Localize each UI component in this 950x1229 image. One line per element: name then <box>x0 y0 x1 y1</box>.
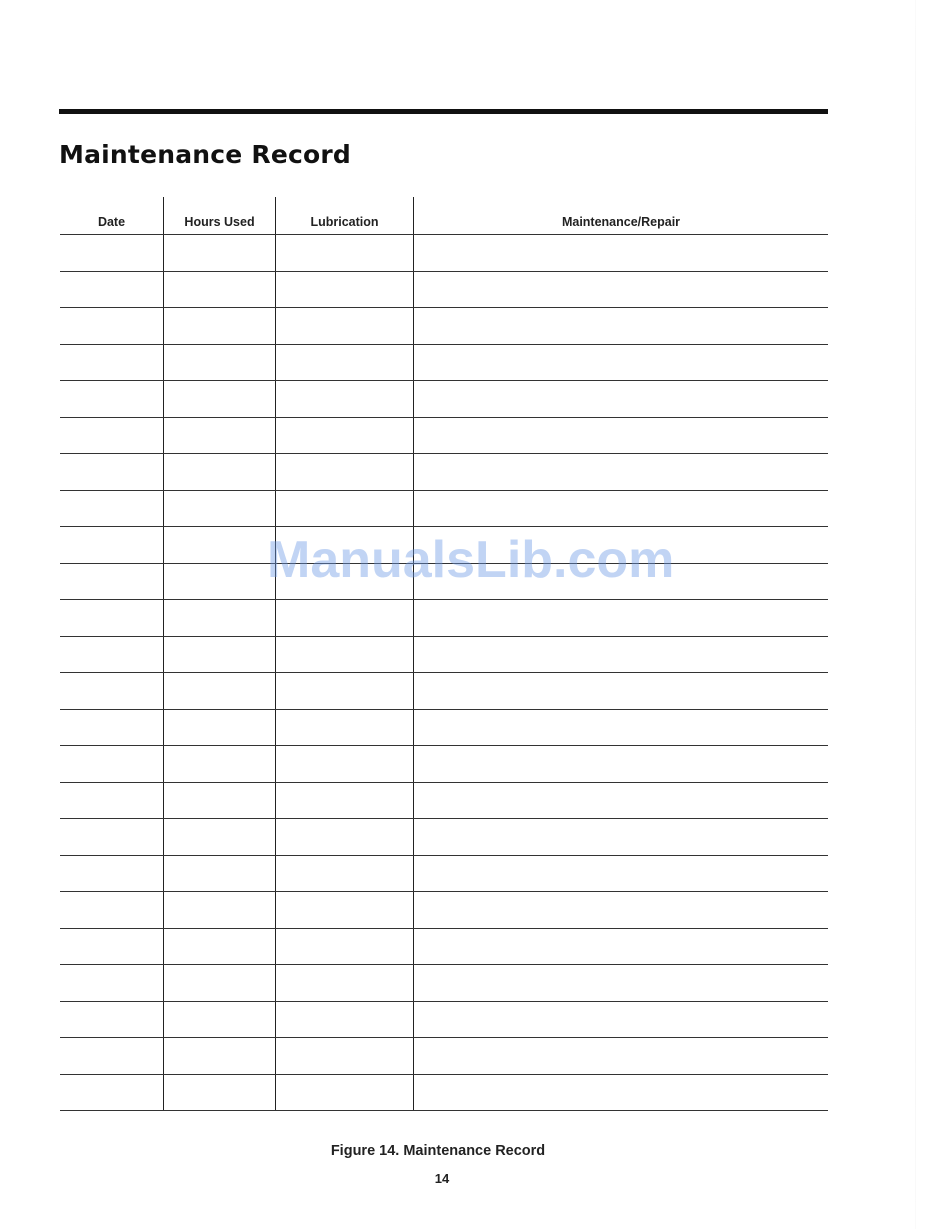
table-cell-maintenance-repair <box>414 891 828 927</box>
table-cell-hours-used <box>164 599 275 635</box>
table-cell-date <box>60 1001 163 1037</box>
table-cell-date <box>60 855 163 891</box>
table-cell-maintenance-repair <box>414 599 828 635</box>
table-cell-hours-used <box>164 417 275 453</box>
table-cell-maintenance-repair <box>414 307 828 343</box>
table-cell-lubrication <box>276 782 413 818</box>
table-cell-date <box>60 271 163 307</box>
table-cell-lubrication <box>276 855 413 891</box>
table-cell-lubrication <box>276 563 413 599</box>
table-cell-maintenance-repair <box>414 964 828 1000</box>
table-cell-maintenance-repair <box>414 636 828 672</box>
table-cell-hours-used <box>164 380 275 416</box>
table-cell-maintenance-repair <box>414 1037 828 1073</box>
table-cell-date <box>60 745 163 781</box>
table-cell-maintenance-repair <box>414 380 828 416</box>
table-row <box>60 745 828 781</box>
table-cell-date <box>60 1074 163 1110</box>
top-rule <box>59 109 828 114</box>
table-cell-lubrication <box>276 672 413 708</box>
table-row <box>60 891 828 927</box>
table-cell-hours-used <box>164 1074 275 1110</box>
table-cell-hours-used <box>164 636 275 672</box>
table-row <box>60 380 828 416</box>
table-cell-lubrication <box>276 344 413 380</box>
table-row <box>60 964 828 1000</box>
table-cell-maintenance-repair <box>414 672 828 708</box>
table-cell-lubrication <box>276 380 413 416</box>
table-cell-maintenance-repair <box>414 271 828 307</box>
table-cell-maintenance-repair <box>414 855 828 891</box>
column-header-hours-used: Hours Used <box>184 215 255 229</box>
table-cell-hours-used <box>164 891 275 927</box>
table-row <box>60 1037 828 1073</box>
table-cell-hours-used <box>164 344 275 380</box>
table-cell-lubrication <box>276 818 413 854</box>
table-cell-hours-used <box>164 563 275 599</box>
table-row <box>60 818 828 854</box>
table-row <box>60 782 828 818</box>
table-row <box>60 563 828 599</box>
table-cell-lubrication <box>276 453 413 489</box>
table-cell-date <box>60 417 163 453</box>
table-cell-date <box>60 636 163 672</box>
table-cell-hours-used <box>164 1037 275 1073</box>
table-cell-lubrication <box>276 709 413 745</box>
column-header-maintenance-repair: Maintenance/Repair <box>561 215 681 229</box>
table-cell-maintenance-repair <box>414 490 828 526</box>
table-cell-maintenance-repair <box>414 526 828 562</box>
table-cell-hours-used <box>164 453 275 489</box>
table-cell-date <box>60 234 163 270</box>
table-cell-hours-used <box>164 964 275 1000</box>
table-cell-date <box>60 344 163 380</box>
table-cell-date <box>60 526 163 562</box>
table-cell-hours-used <box>164 1001 275 1037</box>
table-cell-lubrication <box>276 526 413 562</box>
table-row <box>60 636 828 672</box>
page-number: 14 <box>434 1171 450 1186</box>
table-cell-maintenance-repair <box>414 782 828 818</box>
maintenance-record-table <box>60 197 828 1111</box>
table-cell-hours-used <box>164 709 275 745</box>
table-cell-date <box>60 709 163 745</box>
table-cell-date <box>60 1037 163 1073</box>
table-cell-lubrication <box>276 891 413 927</box>
table-row <box>60 1001 828 1037</box>
column-header-date: Date <box>97 215 126 229</box>
table-cell-hours-used <box>164 745 275 781</box>
table-row <box>60 307 828 343</box>
table-cell-lubrication <box>276 964 413 1000</box>
table-row <box>60 1074 828 1110</box>
table-cell-lubrication <box>276 1001 413 1037</box>
table-cell-date <box>60 928 163 964</box>
table-row <box>60 526 828 562</box>
table-cell-maintenance-repair <box>414 928 828 964</box>
table-cell-date <box>60 672 163 708</box>
table-row <box>60 453 828 489</box>
table-cell-maintenance-repair <box>414 745 828 781</box>
table-row <box>60 672 828 708</box>
table-row <box>60 417 828 453</box>
table-cell-hours-used <box>164 928 275 964</box>
table-cell-hours-used <box>164 855 275 891</box>
table-cell-lubrication <box>276 599 413 635</box>
table-cell-hours-used <box>164 307 275 343</box>
table-cell-lubrication <box>276 1037 413 1073</box>
table-row <box>60 709 828 745</box>
table-cell-date <box>60 818 163 854</box>
table-cell-date <box>60 453 163 489</box>
watermark: ManualsLib.com <box>267 531 675 589</box>
table-cell-hours-used <box>164 526 275 562</box>
table-cell-maintenance-repair <box>414 417 828 453</box>
row-rule <box>60 1110 828 1111</box>
table-cell-maintenance-repair <box>414 344 828 380</box>
page-title: Maintenance Record <box>59 140 351 169</box>
figure-caption: Figure 14. Maintenance Record <box>330 1143 546 1159</box>
table-cell-hours-used <box>164 672 275 708</box>
table-cell-maintenance-repair <box>414 563 828 599</box>
table-cell-date <box>60 599 163 635</box>
table-cell-maintenance-repair <box>414 709 828 745</box>
table-cell-maintenance-repair <box>414 1074 828 1110</box>
table-row <box>60 490 828 526</box>
table-row <box>60 599 828 635</box>
table-cell-maintenance-repair <box>414 818 828 854</box>
table-cell-lubrication <box>276 490 413 526</box>
table-cell-lubrication <box>276 745 413 781</box>
table-cell-maintenance-repair <box>414 1001 828 1037</box>
table-cell-date <box>60 380 163 416</box>
table-row <box>60 855 828 891</box>
table-cell-lubrication <box>276 234 413 270</box>
table-cell-date <box>60 490 163 526</box>
table-row <box>60 344 828 380</box>
table-cell-date <box>60 563 163 599</box>
table-row <box>60 234 828 270</box>
table-cell-lubrication <box>276 636 413 672</box>
table-cell-hours-used <box>164 490 275 526</box>
table-cell-date <box>60 964 163 1000</box>
table-cell-lubrication <box>276 1074 413 1110</box>
table-cell-hours-used <box>164 271 275 307</box>
page-edge-shadow <box>915 0 916 1229</box>
table-cell-hours-used <box>164 782 275 818</box>
table-cell-maintenance-repair <box>414 453 828 489</box>
column-header-lubrication: Lubrication <box>310 215 379 229</box>
table-cell-date <box>60 307 163 343</box>
table-cell-date <box>60 891 163 927</box>
table-row <box>60 928 828 964</box>
table-cell-hours-used <box>164 818 275 854</box>
table-cell-date <box>60 782 163 818</box>
table-cell-lubrication <box>276 417 413 453</box>
table-cell-lubrication <box>276 271 413 307</box>
table-cell-maintenance-repair <box>414 234 828 270</box>
table-cell-lubrication <box>276 928 413 964</box>
table-cell-lubrication <box>276 307 413 343</box>
table-cell-hours-used <box>164 234 275 270</box>
table-row <box>60 271 828 307</box>
